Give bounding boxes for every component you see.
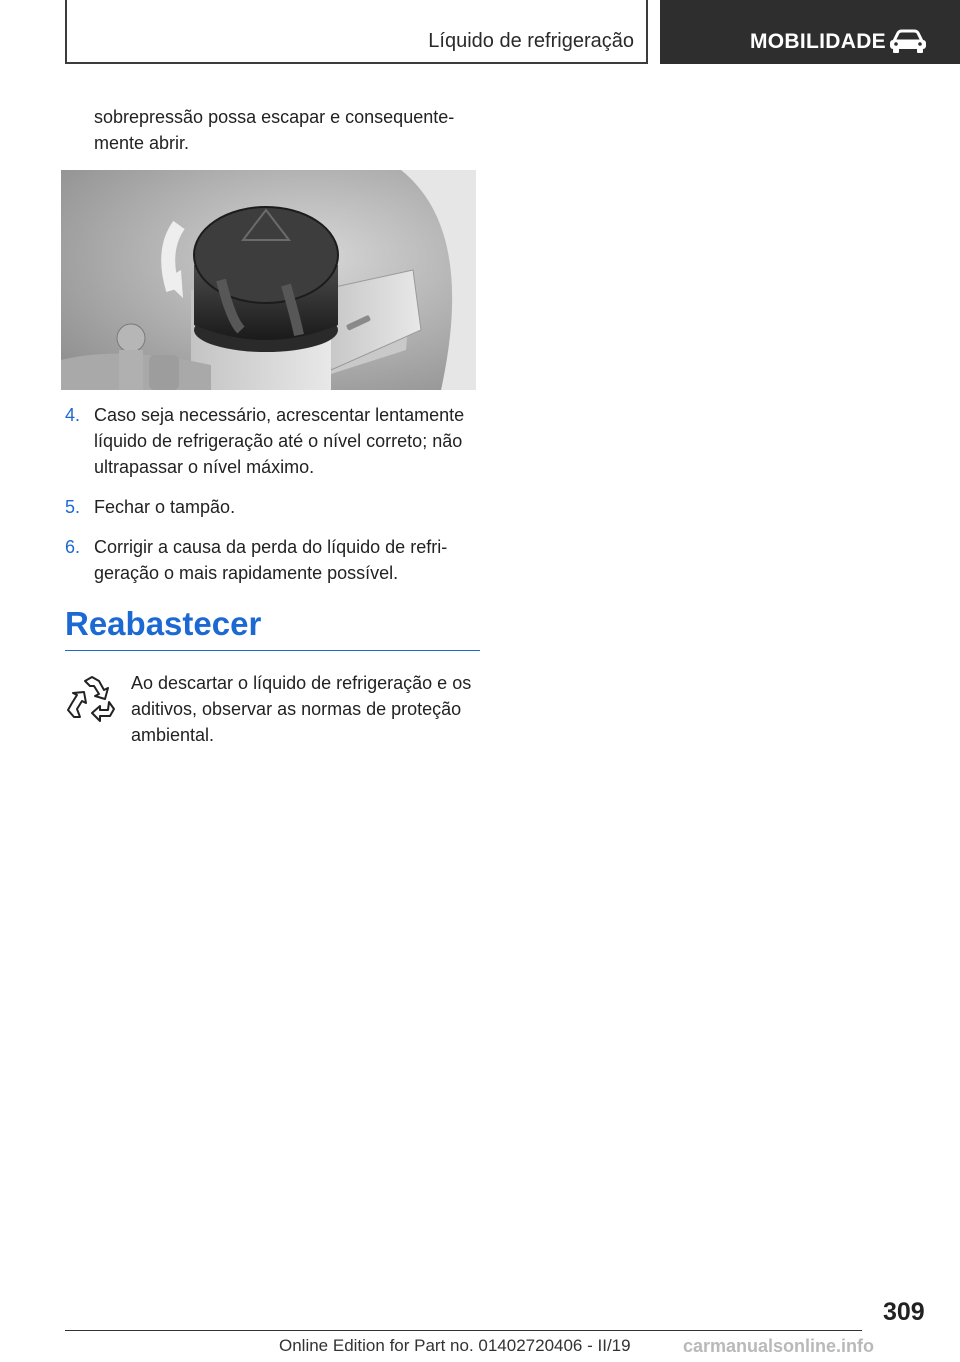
list-item bbox=[65, 494, 485, 520]
header-title: Líquido de refrigeração bbox=[428, 30, 634, 52]
recycle-icon bbox=[66, 675, 118, 725]
header-section-tab bbox=[660, 0, 960, 64]
page-number: 309 bbox=[883, 1298, 925, 1326]
section-label: MOBILIDADE bbox=[750, 30, 886, 53]
car-icon bbox=[888, 28, 928, 54]
step-number: 6. bbox=[65, 537, 81, 557]
list-item bbox=[65, 402, 485, 480]
step-number: 4. bbox=[65, 405, 81, 425]
steps-list bbox=[65, 402, 485, 600]
step-number: 5. bbox=[65, 497, 81, 517]
watermark: carmanualsonline.info bbox=[683, 1336, 875, 1356]
coolant-cap-illustration bbox=[61, 170, 476, 390]
step-text: Fechar o tampão. bbox=[94, 497, 236, 517]
step-text: Caso seja necessário, acrescentar lentamente líquido de refrigeração até o nível correto; não ultrapassar o nível máximo. bbox=[94, 405, 465, 477]
list-item bbox=[65, 534, 485, 586]
intro-text: sobrepressão possa escapar e consequentemente abrir. bbox=[94, 107, 455, 153]
footer-edition-text: Online Edition for Part no. 01402720406 - II/19 bbox=[279, 1336, 631, 1355]
footer-divider bbox=[65, 1330, 862, 1331]
header-title-box bbox=[65, 0, 648, 64]
section-heading: Reabastecer bbox=[65, 604, 480, 651]
step-text: Corrigir a causa da perda do líquido de refrigeração o mais rapidamente possível. bbox=[94, 537, 448, 583]
environment-note-text: Ao descartar o líquido de refrigeração e os aditivos, observar as normas de proteção ambiental. bbox=[131, 673, 472, 745]
